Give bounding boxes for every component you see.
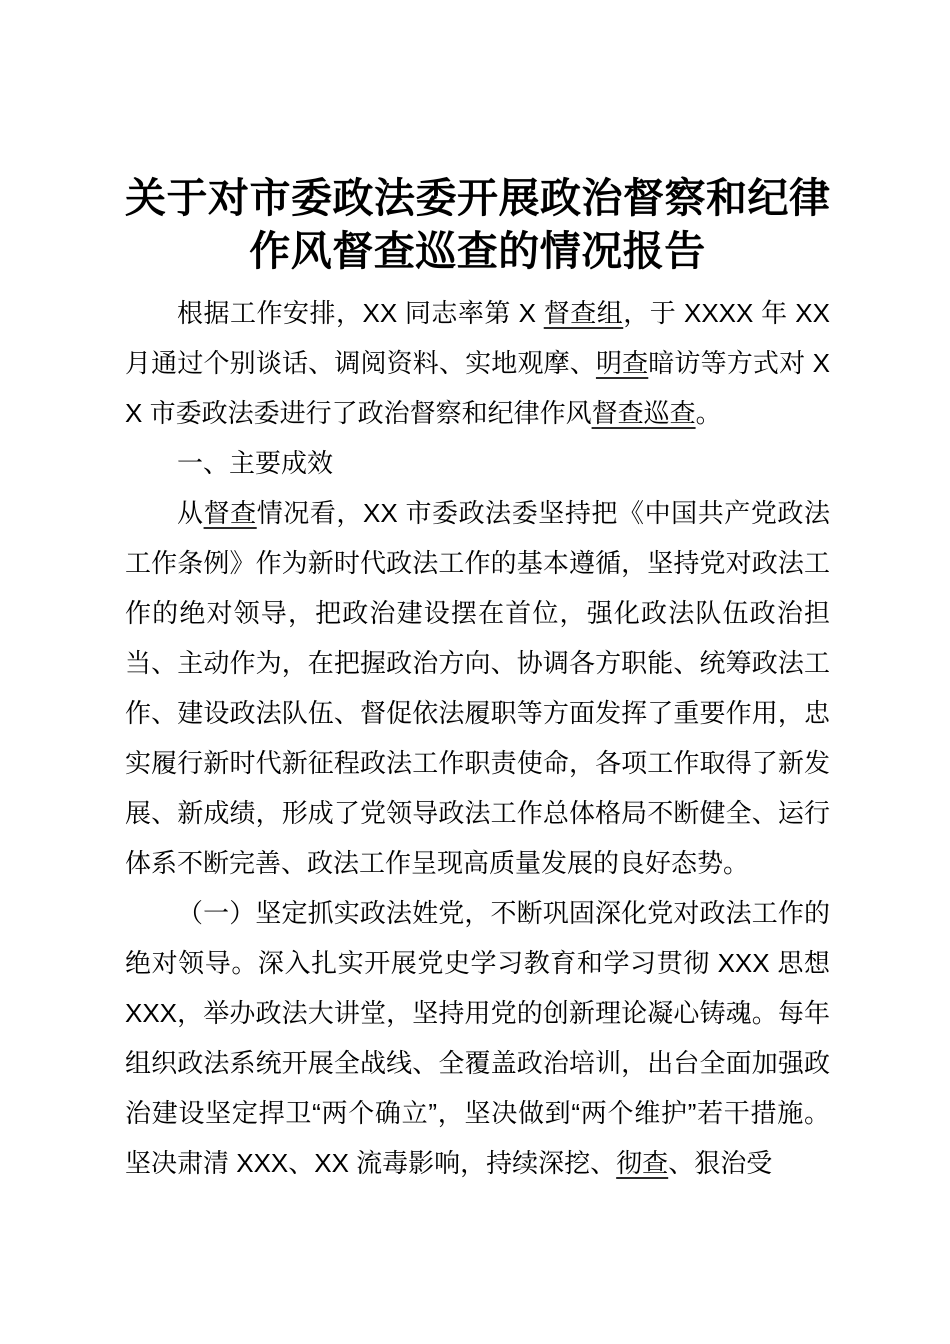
text-run: 根据工作安排，XX 同志率第 X [177,298,544,328]
text-run: 情况看，XX 市委政法委坚持把《中国共产党政法工作条例》作为新时代政法工作的基本遵循，坚持党对政法工作的绝对领导，把政治建设摆在首位，强化政法队伍政治担当、主动作为，在把握政治方向、协调各方职能、统筹政法工作、建设政法队伍、督促依法履职等方面发挥了重要作用，忠实履行新时代新征程政法工作职责使命，各项工作取得了新发展、新成绩，形成了党领导政法工作总体格局不断健全、运行体系不断完善、政法工作呈现高质量发展的良好态势。 [125,498,830,878]
text-run: 暗访等方式对 XX 市委政法委进行了政治督察和纪律作风 [125,348,830,428]
subsection-paragraph [125,888,830,1188]
proofing-underline-run: 彻查 [616,1148,669,1178]
document-title-line-1: 关于对市委政法委开展政治督察和纪律 [125,175,831,221]
document-title-line-2: 作风督查巡查的情况报告 [249,228,706,274]
proofing-underline-run: 明查 [595,348,649,378]
text-run: ，于 XXXX 年 XX 月通过个别谈话、调阅资料、实地观摩、 [125,298,830,378]
text-run: 。 [695,398,722,428]
document-body [125,288,830,1188]
section-heading [125,438,830,488]
text-run: 、狠治受 [668,1148,773,1178]
proofing-underline-run: 督查组 [543,298,624,328]
overview-paragraph [125,488,830,888]
text-run: 一、主要成效 [177,448,334,478]
proofing-underline-run: 督查 [203,498,257,528]
intro-paragraph [125,288,830,438]
proofing-underline-run: 督查巡查 [591,398,696,428]
text-run: （一）坚定抓实政法姓党，不断巩固深化党对政法工作的绝对领导。深入扎实开展党史学习教育和学习贯彻 XXX 思想 XXX，举办政法大讲堂，坚持用党的创新理论凝心铸魂。每年组织政法系统开展全战线、全覆盖政治培训，出台全面加强政治建设坚定捍卫“两个确立”，坚决做到“两个维护”若干措施。坚决肃清 XXX、XX 流毒影响，持续深挖、 [125,898,830,1178]
text-run: 从 [177,498,204,528]
document-title [125,172,830,278]
